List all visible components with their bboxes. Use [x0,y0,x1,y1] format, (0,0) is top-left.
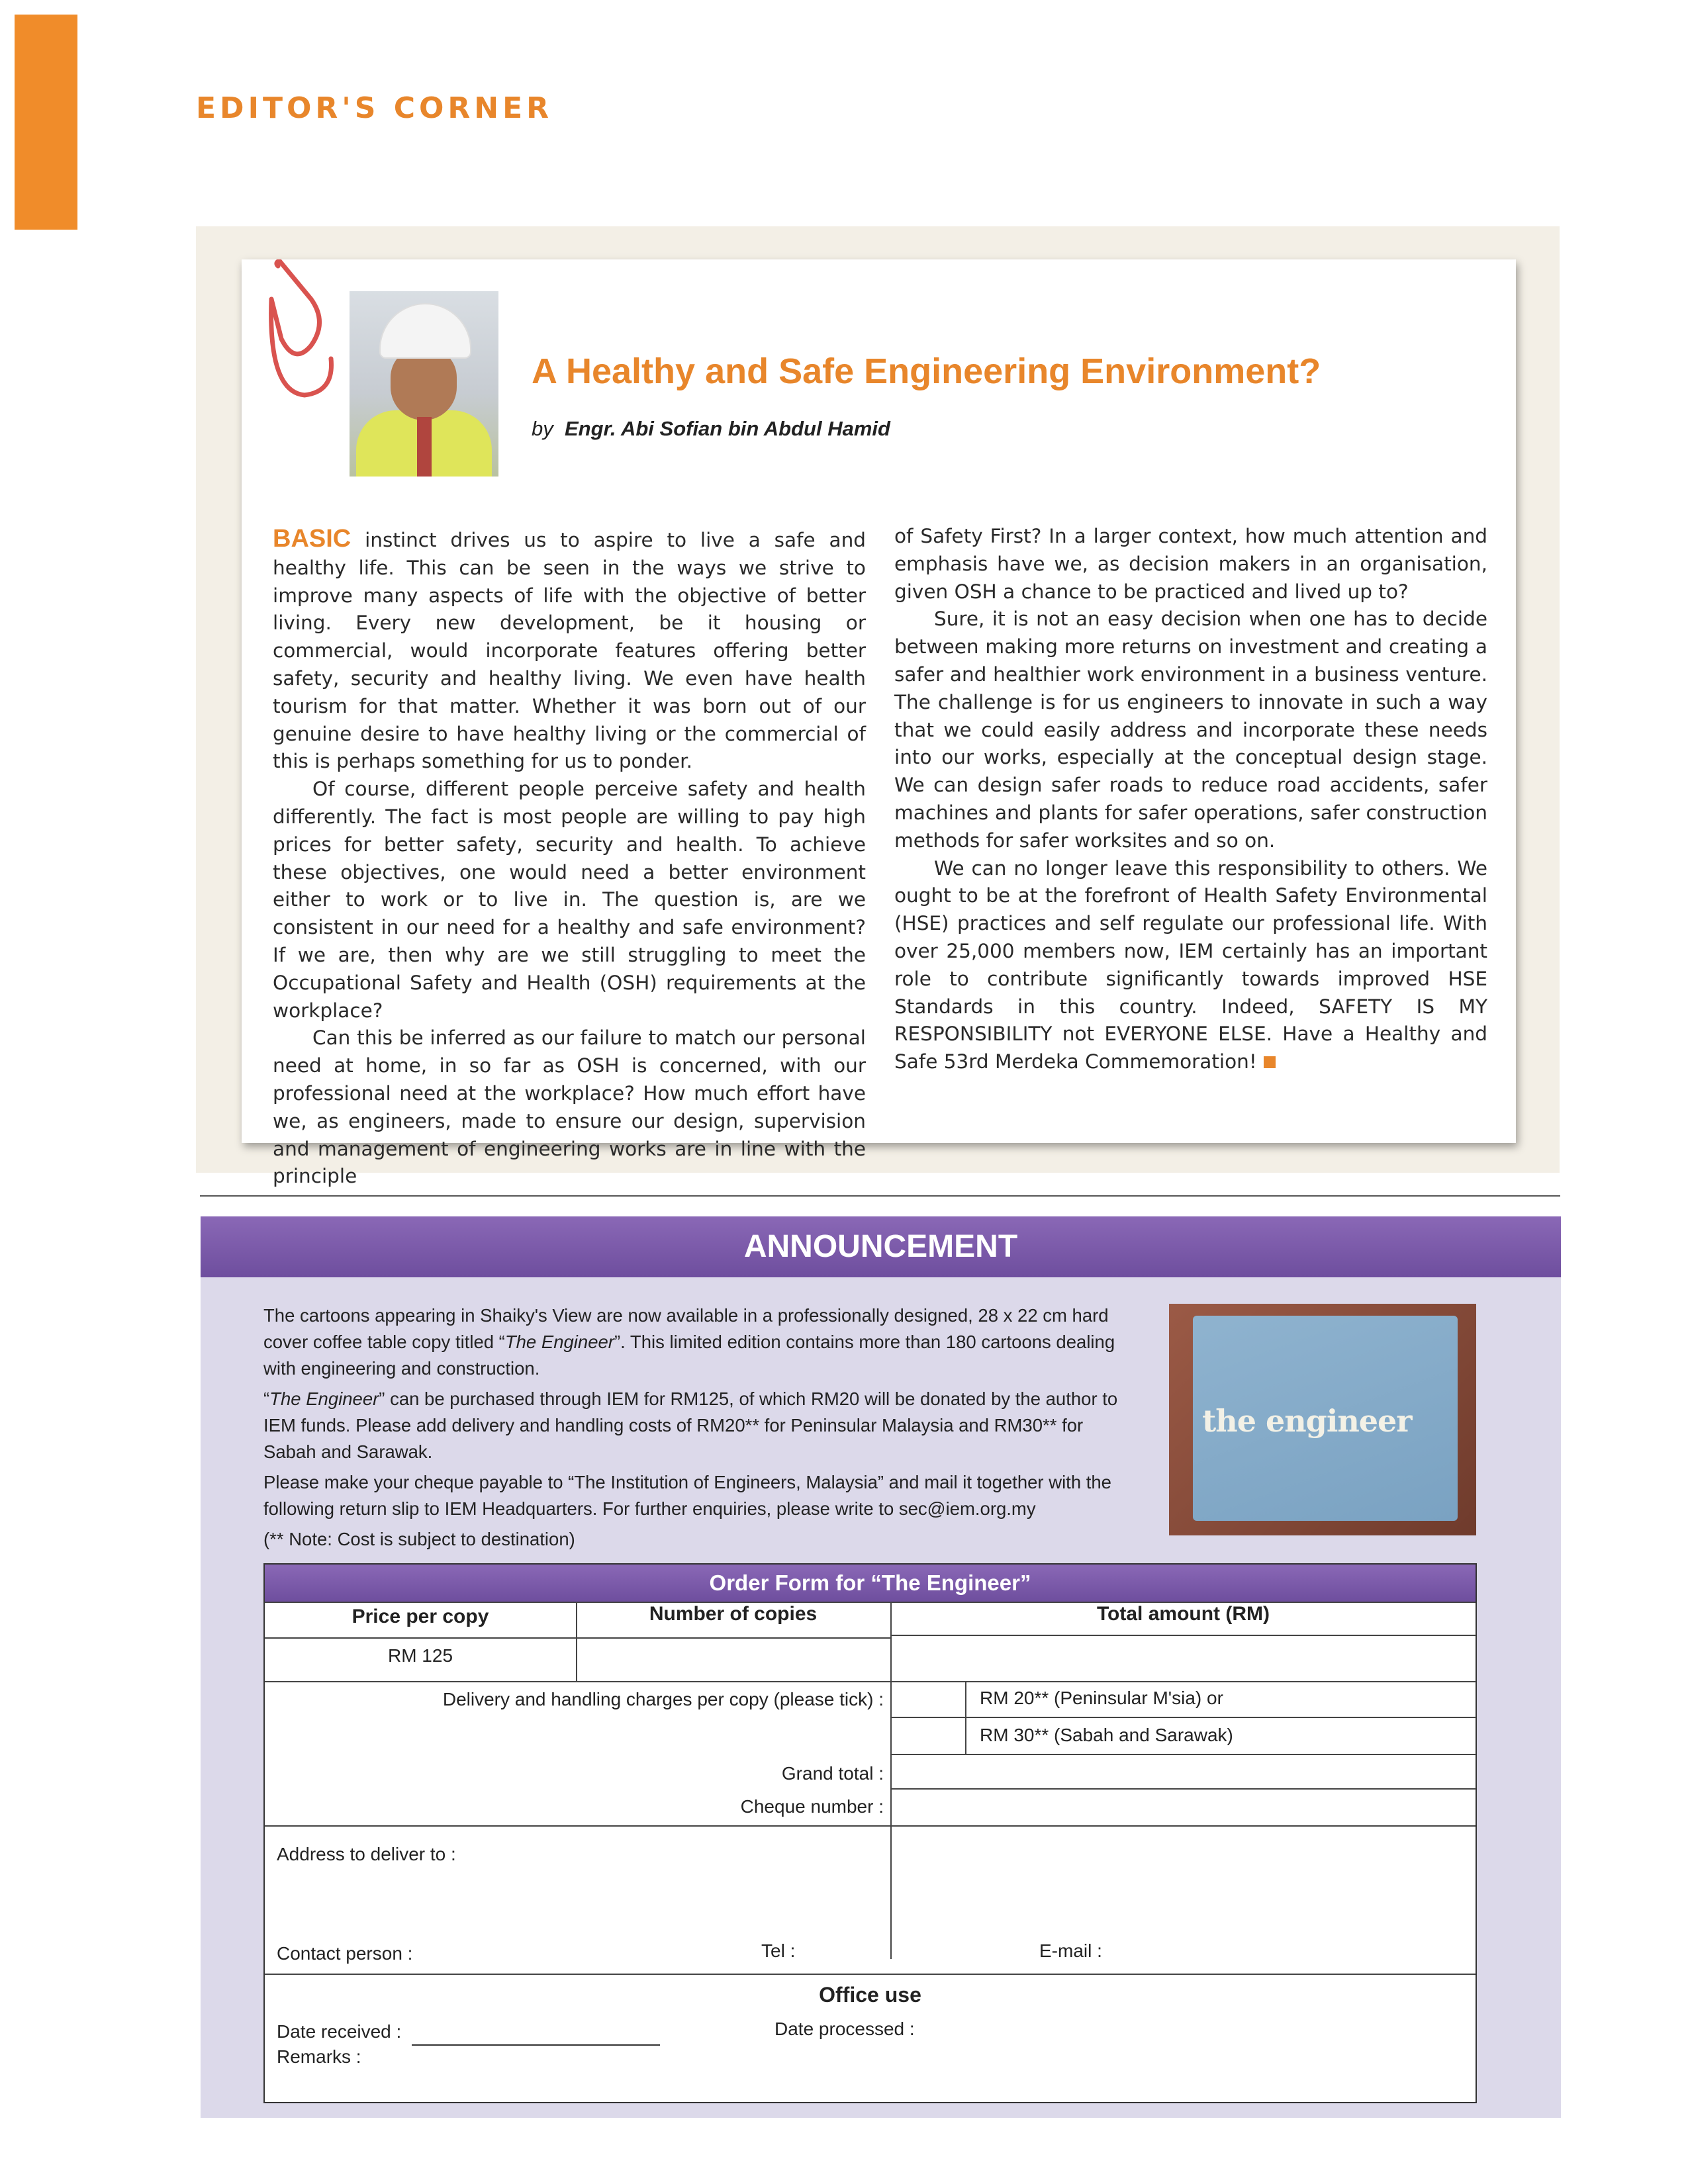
email-label: E-mail : [1039,1940,1102,1961]
copies-input[interactable] [577,1639,889,1680]
announcement-paragraph [263,1386,1132,1465]
article-paragraph: of Safety First? In a larger context, how much attention and emphasis have we, as decision makers in an organisation, given OSH a chance to be practiced and lived up to? [894,525,1487,603]
book-title-italic: The Engineer [504,1332,614,1352]
paragraph-text: instinct drives us to aspire to live a safe and healthy life. This can be seen in the ways we strive to improve many aspects of life with the objective of better living. Every new development, be it housing or commercial, would incorporate features offering better safety, security and healthy living. We even have health tourism for that matter. Whether it was born out of our genuine desire to have healthy living or the commercial of this is perhaps something for us to ponder. [273,529,866,773]
announcement-paragraph [263,1302,1132,1382]
announcement-heading: ANNOUNCEMENT [201,1216,1561,1277]
text-run: The cartoons appearing in Shaiky's View are now available in a professionally designed, 28 x 22 cm hard cover coffee table copy titled “ [263,1305,1109,1352]
text-run: ”. This limited edition contains more than 180 cartoons dealing with engineering and construction. [263,1332,1115,1379]
column-header-price: Price per copy [352,1606,489,1627]
order-form-title: Order Form for “The Engineer” [265,1565,1476,1602]
office-use-label: Office use [819,1983,921,2007]
paperclip-icon [265,259,344,405]
article-paragraph: Can this be inferred as our failure to match our personal need at home, in so far as OSH is concerned, with our professional need at the workplace? How much effort have we, as engineers, made to ensure our design, supervision and management of engineering works are in line with the principle [273,1026,866,1188]
article-column-right [894,523,1487,1076]
table-line [965,1681,966,1755]
article-column-left [273,525,866,1191]
paragraph-text: We can no longer leave this responsibility to others. We ought to be at the forefront of Health Safety Environmental (HSE) practices and self regulate our professional life. With over 25,000 members now, IEM certainly has an important role to contribute significantly towards improved HSE Standards in this country. Indeed, SAFETY IS MY RESPONSIBILITY not EVERYONE ELSE. Have a Healthy and Safe 53rd Merdeka Commemoration! [894,856,1487,1073]
section-label: EDITOR'S CORNER [196,91,553,125]
table-line [890,1681,1476,1682]
date-processed-label: Date processed : [774,2019,915,2039]
book-cover-title: the engineer [1202,1403,1412,1439]
announcement-note: (** Note: Cost is subject to destination) [263,1529,575,1549]
contact-person-label: Contact person : [277,1943,413,1964]
table-line [890,1717,1476,1718]
date-received-label: Date received : [277,2021,402,2042]
tel-label: Tel : [761,1940,796,1961]
article-paragraph [273,525,866,776]
address-input[interactable] [277,1869,1462,1935]
end-mark-icon [1264,1056,1276,1068]
cheque-number-label: Cheque number : [740,1796,884,1817]
text-run: “ [263,1388,270,1409]
column-header-total: Total amount (RM) [1096,1603,1270,1625]
cheque-number-input[interactable] [892,1790,1476,1824]
book-title-italic: The Engineer [269,1388,379,1409]
grand-total-input[interactable] [892,1755,1476,1788]
article-paragraph [894,855,1487,1076]
article-paragraph: Sure, it is not an easy decision when one has to decide between making more returns on investment and creating a safer and healthier work environment in a business venture. The challenge is for us engineers to innovate in such a way that we could easily address and incorporate these needs into our works, especially at the conceptual design stage. We can design safer roads to reduce road accidents, safer machines and plants for safer operations, safer construction methods for safer worksites and so on. [894,608,1487,852]
tick-box-sabah[interactable] [892,1718,964,1754]
section-divider [200,1195,1560,1197]
address-label: Address to deliver to : [277,1844,456,1864]
photo-helmet [379,303,471,359]
article-title: A Healthy and Safe Engineering Environment? [532,351,1321,391]
announcement-text [263,1302,1132,1557]
book-photo [1169,1304,1476,1535]
table-line [265,1825,1476,1827]
byline [532,417,890,441]
lead-word: BASIC [273,525,352,553]
orange-page-tab [15,15,77,230]
author-photo [350,291,498,477]
table-line [265,1974,1476,1975]
grand-total-label: Grand total : [781,1763,884,1784]
column-header-copies: Number of copies [649,1603,818,1625]
remarks-label: Remarks : [277,2046,361,2067]
byline-prefix: by [532,417,553,440]
price-value: RM 125 [387,1645,453,1666]
total-amount-input[interactable] [892,1636,1476,1680]
byline-author: Engr. Abi Sofian bin Abdul Hamid [564,417,890,440]
announcement-paragraph: Please make your cheque payable to “The Institution of Engineers, Malaysia” and mail it together with the following return slip to IEM Headquarters. For further enquiries, please write to sec@iem.org.my [263,1472,1111,1519]
order-form [263,1563,1477,2103]
date-received-line[interactable] [412,2044,660,2046]
tick-box-peninsular[interactable] [892,1682,964,1717]
photo-tie [417,417,432,477]
delivery-label: Delivery and handling charges per copy (please tick) : [442,1689,884,1709]
option-peninsular: RM 20** (Peninsular M'sia) or [980,1688,1223,1708]
option-sabah: RM 30** (Sabah and Sarawak) [980,1725,1233,1745]
text-run: ” can be purchased through IEM for RM125, of which RM20 will be donated by the author to IEM funds. Please add delivery and handling costs of RM20** for Peninsular Malaysia and RM30** for Sabah and Sarawak. [263,1388,1118,1462]
article-paragraph: Of course, different people perceive safety and health differently. The fact is most people are willing to pay high prices for better safety, security and health. To achieve these objectives, one would need a better environment either to work or to live in. The question is, are we consistent in our need for a healthy and safe environment? If we are, then why are we still struggling to meet the Occupational Safety and Health (OSH) requirements at the workplace? [273,778,866,1022]
